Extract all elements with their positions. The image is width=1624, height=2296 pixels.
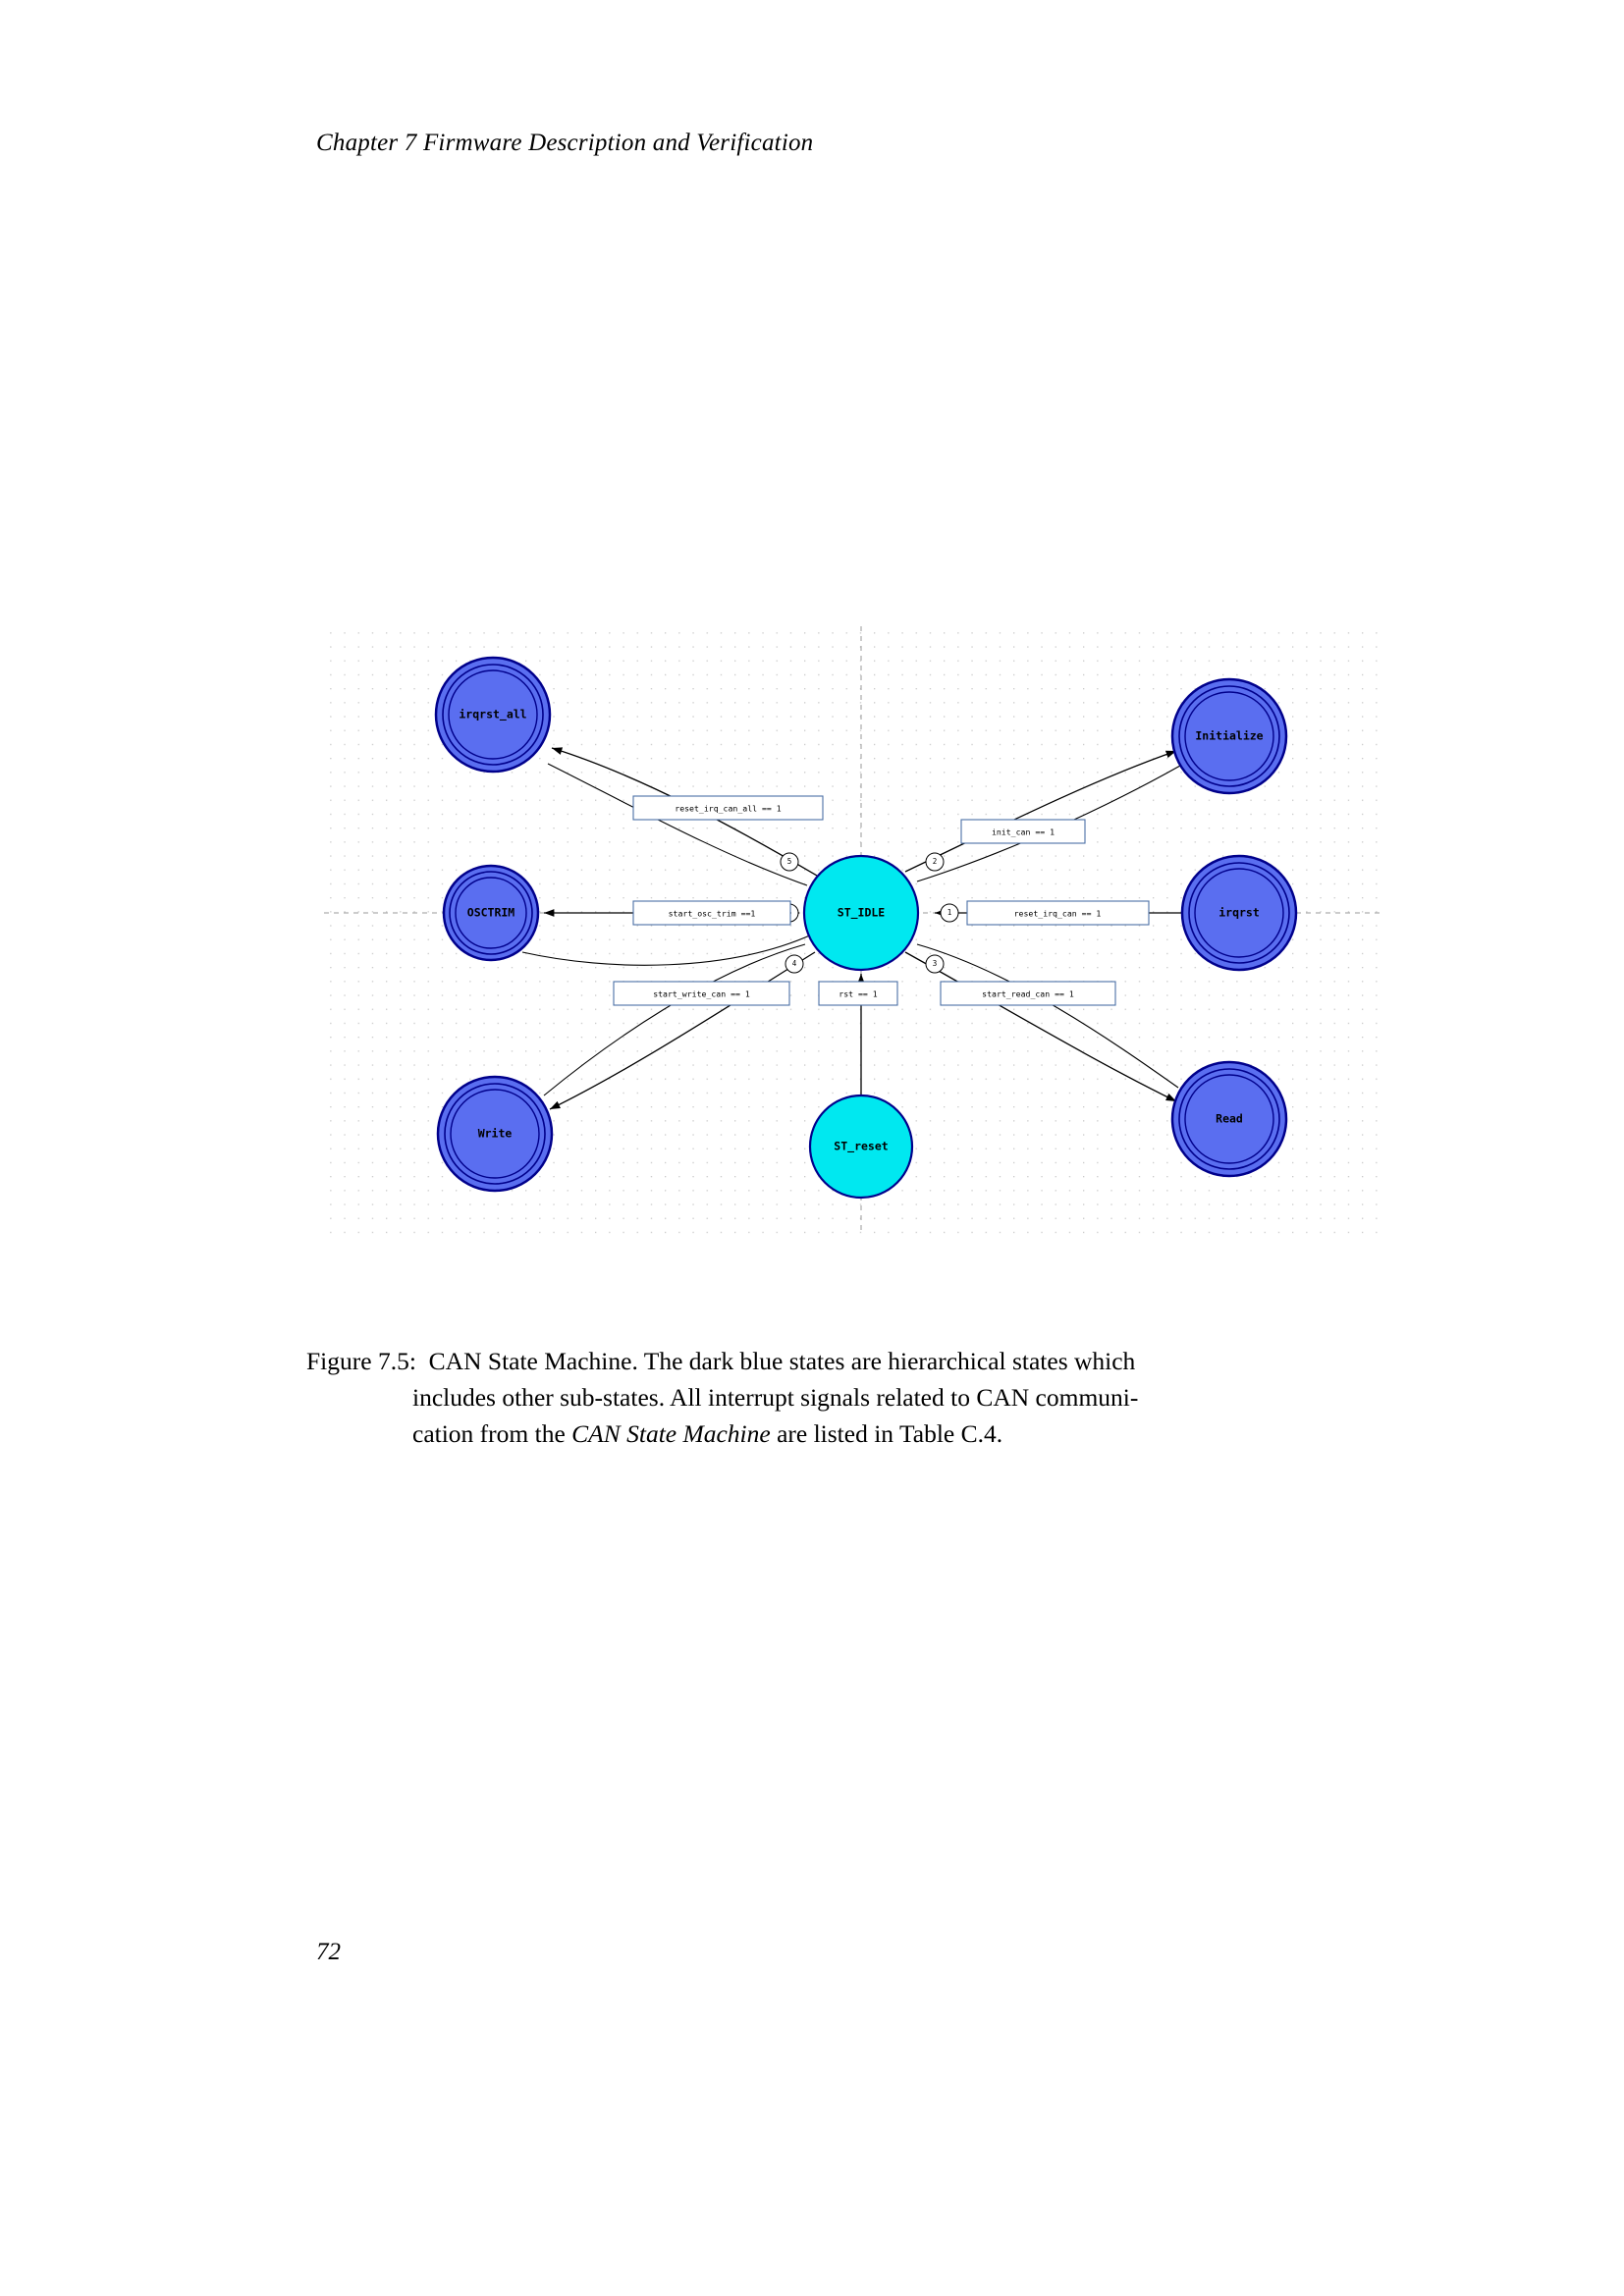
state-st-reset[interactable] <box>810 1095 912 1198</box>
condition-box-3 <box>941 982 1115 1005</box>
state-initialize[interactable] <box>1172 679 1286 793</box>
transition-number-5 <box>781 853 798 871</box>
state-irqrst-all[interactable] <box>436 658 550 772</box>
state-label: ST_reset <box>834 1139 889 1153</box>
condition-label: reset_irq_can == 1 <box>1013 908 1102 919</box>
condition-label: init_can == 1 <box>991 827 1056 837</box>
caption-label: Figure 7.5: <box>306 1347 416 1375</box>
condition-label: start_write_can == 1 <box>653 988 750 999</box>
figure-caption <box>306 1343 1391 1452</box>
transition-number-label: 2 <box>932 857 938 866</box>
state-label: irqrst <box>1218 905 1260 920</box>
transition-number-2 <box>926 853 944 871</box>
state-label: Initialize <box>1195 728 1264 743</box>
state-machine-diagram <box>316 618 1392 1306</box>
caption-line-3 <box>306 1415 1391 1452</box>
state-st-idle[interactable] <box>804 856 918 970</box>
transition-number-1 <box>941 904 958 922</box>
condition-box-6 <box>633 901 790 925</box>
state-write[interactable] <box>438 1077 552 1191</box>
transition-number-label: 5 <box>786 857 792 866</box>
state-label: Read <box>1216 1111 1243 1126</box>
condition-label: start_osc_trim ==1 <box>668 908 756 919</box>
transition-number-label: 1 <box>947 908 952 917</box>
state-irqrst[interactable] <box>1182 856 1296 970</box>
transition-number-label: 3 <box>932 959 938 968</box>
state-osctrim[interactable] <box>444 866 538 960</box>
caption-line1-text: CAN State Machine. The dark blue states are hierarchical states which <box>428 1347 1136 1375</box>
condition-box-reset <box>819 982 897 1005</box>
condition-box-4 <box>614 982 789 1005</box>
state-label: Write <box>477 1126 513 1141</box>
state-label: OSCTRIM <box>466 905 515 920</box>
running-head: Chapter 7 Firmware Description and Verification <box>316 130 814 156</box>
caption-line3-a: cation from the <box>412 1419 572 1448</box>
condition-label: reset_irq_can_all == 1 <box>675 803 782 814</box>
transition-number-label: 4 <box>791 959 797 968</box>
state-label: ST_IDLE <box>837 905 886 920</box>
caption-line-1 <box>306 1343 1391 1379</box>
condition-label: rst == 1 <box>839 988 878 999</box>
page-number: 72 <box>316 1939 341 1965</box>
figure-can-state-machine <box>316 618 1392 1306</box>
caption-line3-b: are listed in Table C.4. <box>770 1419 1003 1448</box>
transition-number-3 <box>926 955 944 973</box>
caption-line-2: includes other sub-states. All interrupt signals related to CAN communi- <box>412 1383 1139 1412</box>
state-read[interactable] <box>1172 1062 1286 1176</box>
condition-label: start_read_can == 1 <box>982 988 1074 999</box>
condition-box-2 <box>961 820 1085 843</box>
condition-box-5 <box>633 796 823 820</box>
state-label: irqrst_all <box>459 707 527 721</box>
transition-number-4 <box>785 955 803 973</box>
condition-box-1 <box>967 901 1149 925</box>
caption-line3-italic: CAN State Machine <box>571 1419 771 1448</box>
